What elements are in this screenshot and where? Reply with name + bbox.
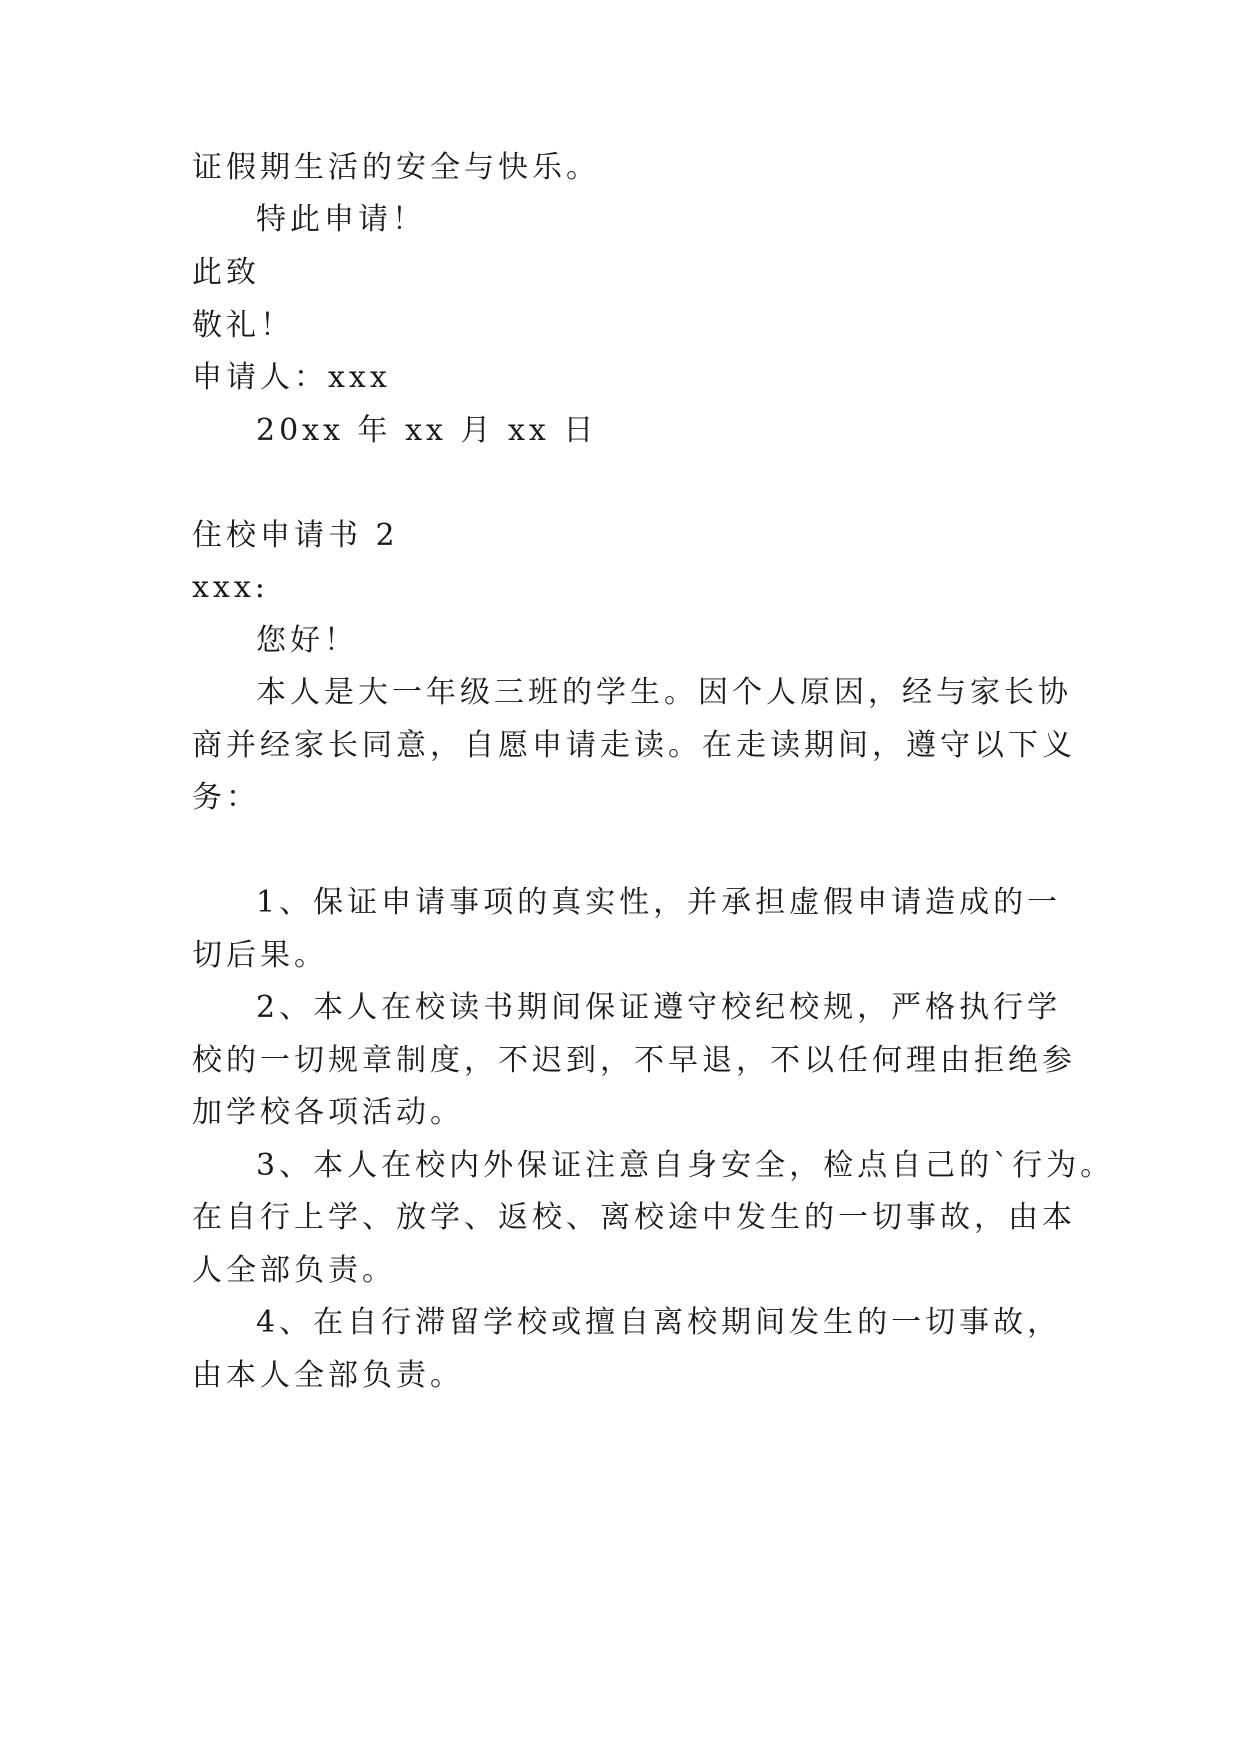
- text-line-11: 商并经家长同意，自愿申请走读。在走读期间，遵守以下义: [192, 728, 1076, 763]
- text-line-21: 4、在自行滞留学校或擅自离校期间发生的一切事故，: [256, 1305, 1062, 1340]
- text-line-3: 此致: [192, 255, 260, 290]
- salutation: xxx:: [192, 570, 269, 605]
- text-line-19: 在自行上学、放学、返校、离校途中发生的一切事故，由本: [192, 1200, 1076, 1235]
- text-line-5: 申请人：xxx: [192, 360, 391, 395]
- greeting: 您好！: [256, 623, 358, 658]
- text-line-16: 校的一切规章制度，不迟到，不早退，不以任何理由拒绝参: [192, 1043, 1076, 1078]
- section-title: 住校申请书 2: [192, 518, 399, 553]
- text-line-4: 敬礼！: [192, 308, 294, 343]
- text-line-2: 特此申请！: [256, 202, 426, 237]
- text-line-1: 证假期生活的安全与快乐。: [192, 150, 600, 185]
- text-line-22: 由本人全部负责。: [192, 1358, 464, 1393]
- text-line-15: 2、本人在校读书期间保证遵守校纪校规，严格执行学: [256, 990, 1062, 1025]
- text-line-10: 本人是大一年级三班的学生。因个人原因，经与家长协: [256, 675, 1072, 710]
- text-line-17: 加学校各项活动。: [192, 1095, 464, 1130]
- text-line-18: 3、本人在校内外保证注意自身安全，检点自己的`行为。: [256, 1148, 1115, 1183]
- text-line-13: 1、保证申请事项的真实性，并承担虚假申请造成的一: [256, 885, 1062, 920]
- text-line-20: 人全部负责。: [192, 1253, 396, 1288]
- text-line-14: 切后果。: [192, 938, 328, 973]
- text-line-12: 务：: [192, 780, 260, 815]
- text-line-6: 20xx 年 xx 月 xx 日: [256, 413, 598, 448]
